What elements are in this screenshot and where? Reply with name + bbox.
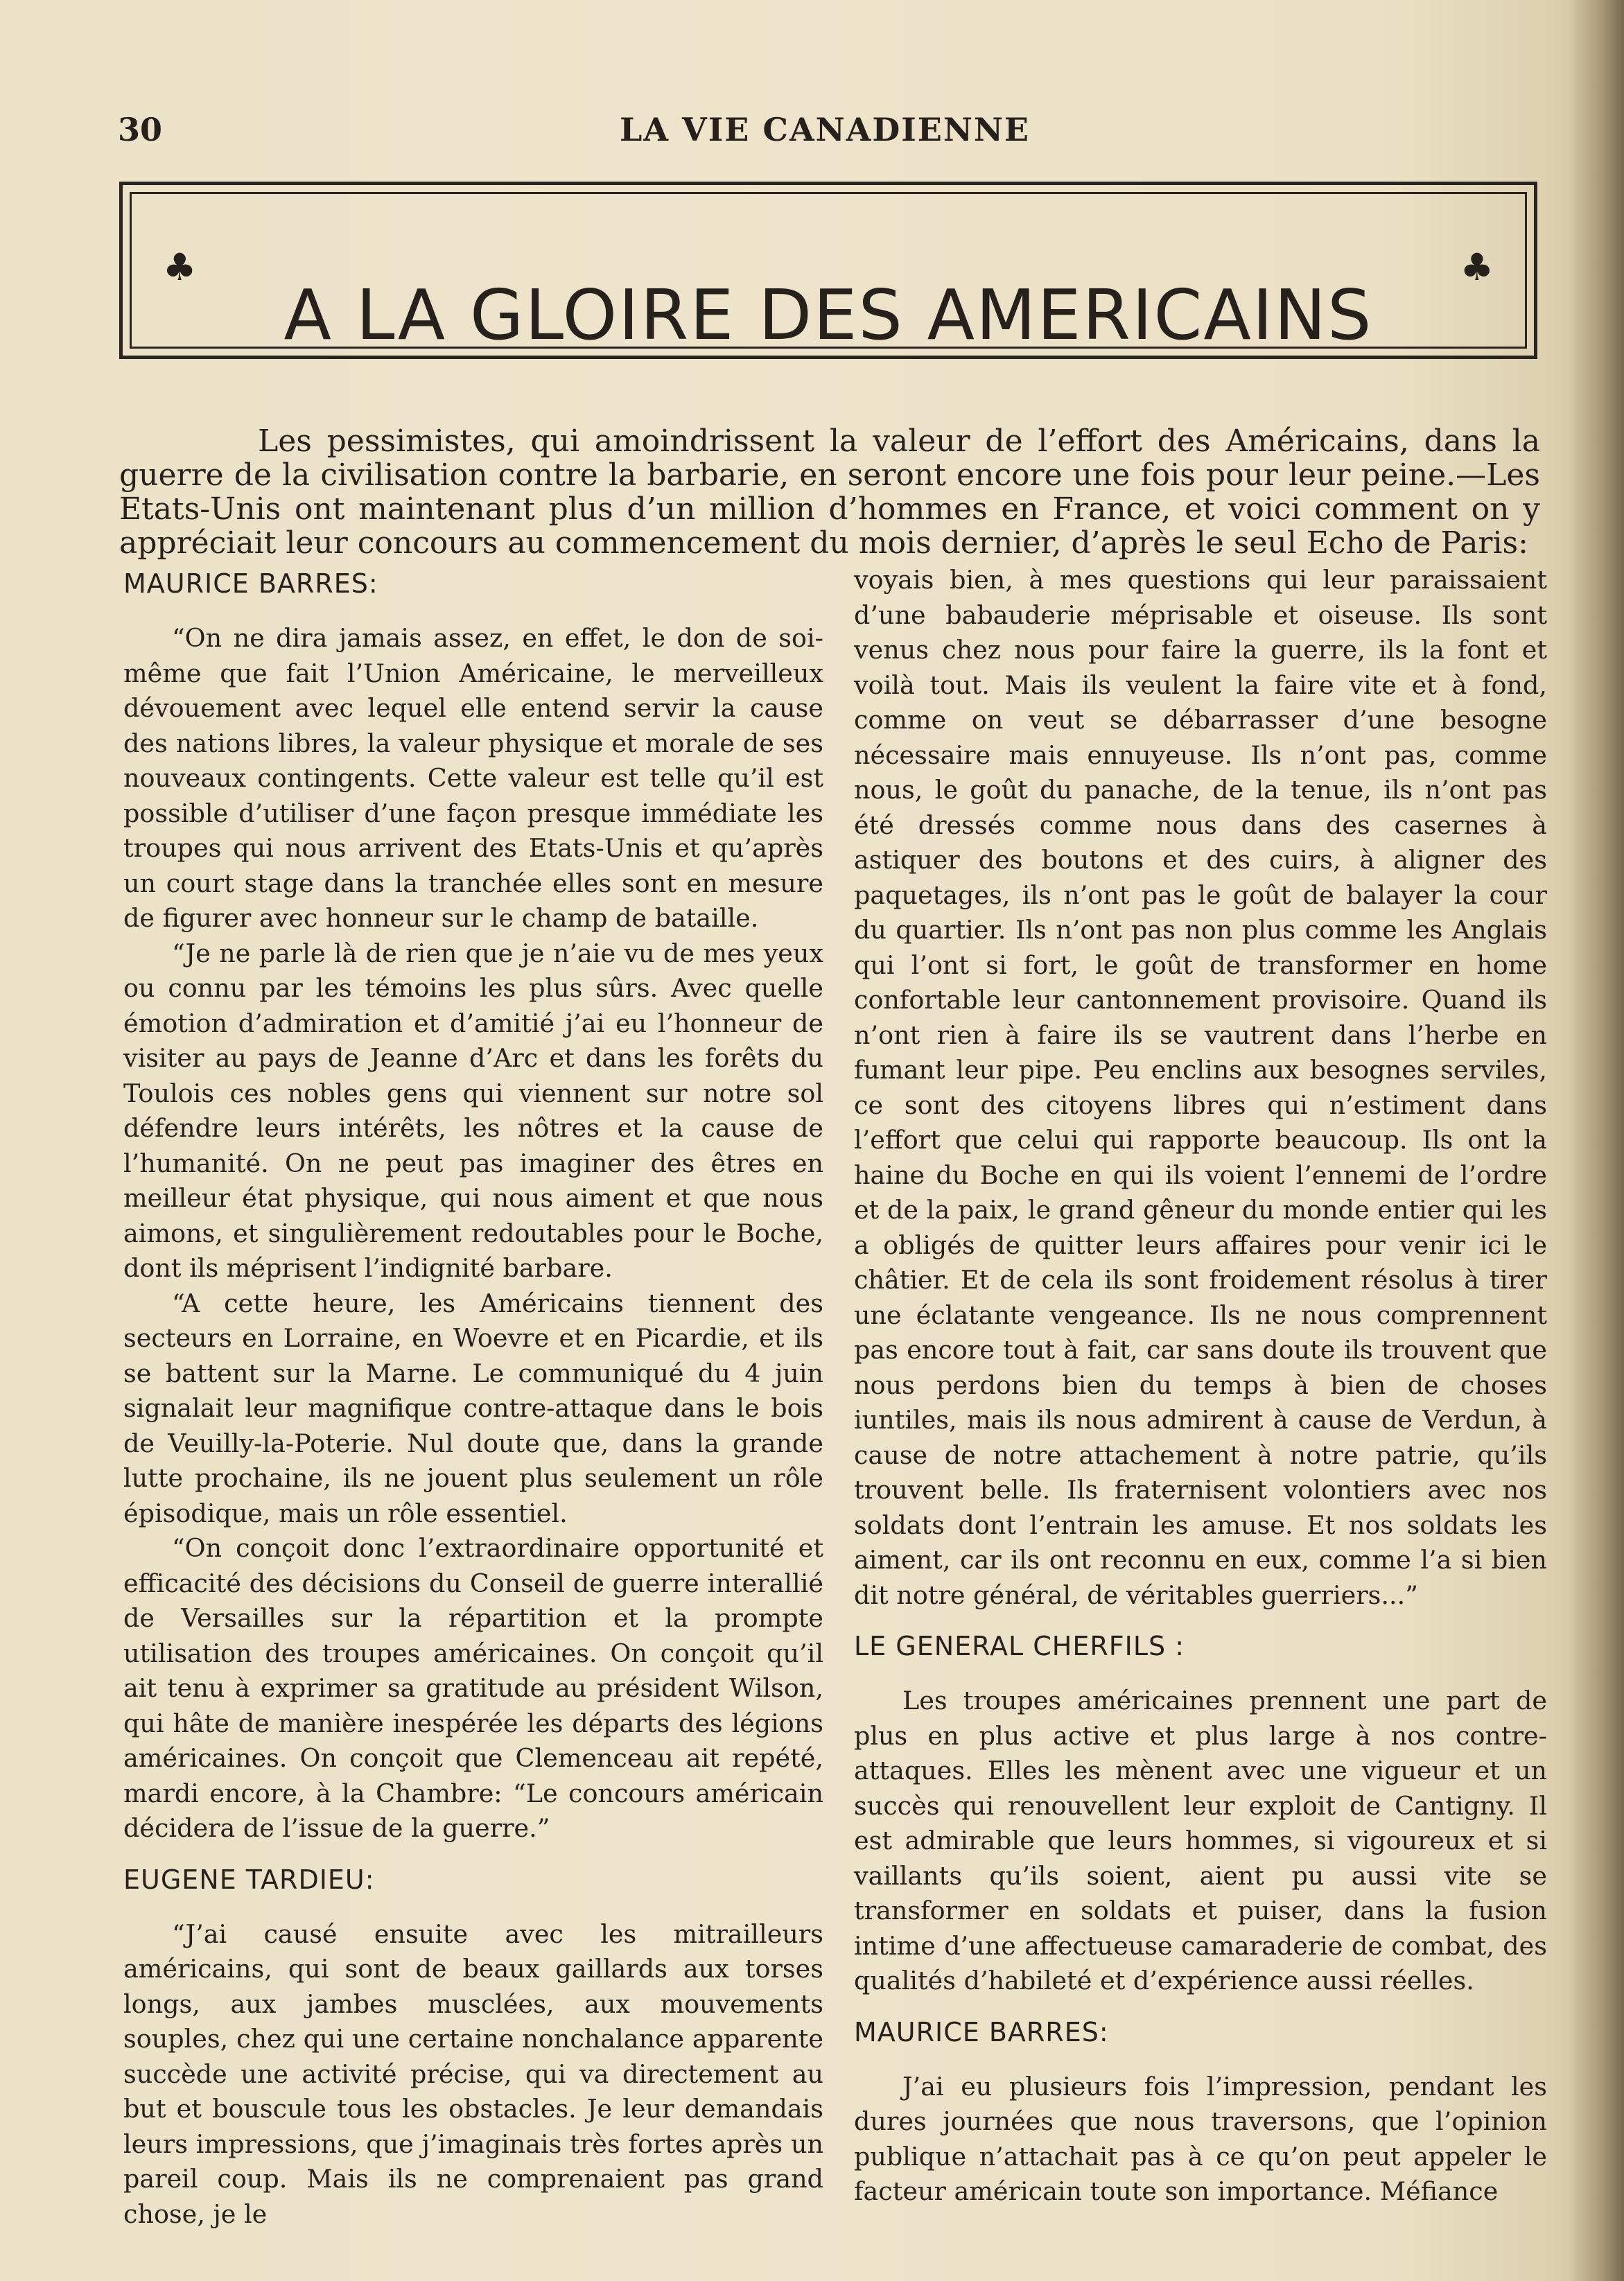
- barres-paragraph-1: “On ne dira jamais assez, en effet, le don de soi-même que fait l’Union Américaine, le merveilleux dévouement avec lequel elle entend servir la cause des nations libres, la valeur physique et morale de ses nouveaux contingents. Cette valeur est telle qu’il est possible d’utiliser d’une façon presque immédiate les troupes qui nous arrivent des Etats-Unis et qu’après un court stage dans la tranchée elles sont en mesure de figurer avec honneur sur le champ de bataille.: [123, 623, 823, 933]
- tardieu-paragraph-1: “J’ai causé ensuite avec les mitrailleurs américains, qui sont de beaux gaillards aux torses longs, aux jambes musclées, aux mouvements souples, chez qui une certaine nonchalance apparente succède une activité précise, qui va directement au but et bouscule tous les obstacles. Je leur demandais leurs impressions, que j’imaginais très fortes après un pareil coup. Mais ils ne comprenaient pas grand chose, je le: [123, 1919, 823, 2229]
- clover-ornament-icon: ♣: [163, 245, 197, 289]
- barres-paragraph-2: “Je ne parle là de rien que je n’aie vu de mes yeux ou connu par les témoins les plus sûrs. Avec quelle émotion d’admiration et d’amitié j’ai eu l’honneur de visiter au pays de Jeanne d’Arc et dans les forêts du Toulois ces nobles gens qui viennent sur notre sol défendre leurs intérêts, les nôtres et la cause de l’humanité. On ne peut pas imaginer des êtres en meilleur état physique, qui nous aiment et que nous aimons, et singulièrement redoutables pour le Boche, dont ils méprisent l’indignité barbare.: [123, 938, 823, 1283]
- title-frame: [119, 182, 1537, 359]
- running-head: [118, 111, 1532, 152]
- cherfils-paragraph-1: Les troupes américaines prennent une part de plus en plus active et plus large à nos contre-attaques. Elles les mènent avec une vigueur et un succès qui renouvellent leur exploit de Cantigny. Il est admirable que leurs hommes, si vigoureux et si vaillants qu’ils soient, aient pu aussi vite se transformer en soldats et puiser, dans la fusion intime d’une affectueuse camaraderie de combat, des qualités d’habileté et d’expérience aussi réelles.: [854, 1686, 1547, 1995]
- lead-paragraph: Les pessimistes, qui amoindrissent la valeur de l’effort des Américains, dans la guerre de la civilisation contre la barbarie, en seront encore une fois pour leur peine.—Les Etats-Unis ont maintenant plus d’un million d’hommes en France, et voici comment on y appréciait leur concours au commencement du mois dernier, d’après le seul Echo de Paris:: [119, 423, 1540, 561]
- page-number: 30: [118, 111, 163, 148]
- section-heading-tardieu: EUGENE TARDIEU:: [123, 1864, 375, 1895]
- binding-shadow: [1569, 0, 1624, 2281]
- section-heading-barres: MAURICE BARRES:: [123, 568, 378, 599]
- section-heading-barres-2: MAURICE BARRES:: [854, 2016, 1109, 2047]
- barres-2-paragraph-1: J’ai eu plusieurs fois l’impression, pendant les dures journées que nous traversons, que l’opinion publique n’attachait pas à ce qu’on peut appeler le facteur américain toute son importance. Méfiance: [854, 2071, 1547, 2206]
- section-heading-cherfils: LE GENERAL CHERFILS :: [854, 1631, 1185, 1661]
- barres-paragraph-3: “A cette heure, les Américains tiennent des secteurs en Lorraine, en Woevre et en Picardie, et ils se battent sur la Marne. Le communiqué du 4 juin signalait leur magnifique contre-attaque dans le bois de Veuilly-la-Poterie. Nul doute que, dans la grande lutte prochaine, ils ne jouent plus seulement un rôle épisodique, mais un rôle essentiel.: [123, 1288, 823, 1528]
- barres-paragraph-4: “On conçoit donc l’extraordinaire opportunité et efficacité des décisions du Conseil de guerre interallié de Versailles sur la répartition et la prompte utilisation des troupes américaines. On conçoit qu’il ait tenu à exprimer sa gratitude au président Wilson, qui hâte de manière inespérée les départs des légions américaines. On conçoit que Clemenceau ait repété, mardi encore, à la Chambre: “Le concours américain décidera de l’issue de la guerre.”: [123, 1533, 823, 1843]
- journal-title: LA VIE CANADIENNE: [620, 111, 1030, 148]
- tardieu-paragraph-continued: voyais bien, à mes questions qui leur paraissaient d’une babauderie méprisable et oiseuse. Ils sont venus chez nous pour faire la guerre, ils la font et voilà tout. Mais ils veulent la faire vite et à fond, comme on veut se débarrasser d’une besogne nécessaire mais ennuyeuse. Ils n’ont pas, comme nous, le goût du panache, de la tenue, ils n’ont pas été dressés comme nous dans des casernes à astiquer des boutons et des cuirs, à aligner des paquetages, ils n’ont pas le goût de balayer la cour du quartier. Ils n’ont pas non plus comme les Anglais qui l’ont si fort, le goût de transformer en home confortable leur cantonnement provisoire. Quand ils n’ont rien à faire ils se vautrent dans l’herbe en fumant leur pipe. Peu enclins aux besognes serviles, ce sont des citoyens libres qui n’estiment dans l’effort que celui qui rapporte beaucoup. Ils ont la haine du Boche en qui ils voient l’ennemi de l’ordre et de la paix, le grand gêneur du monde entier qui les a obligés de quitter leurs affaires pour venir ici le châtier. Et de cela ils sont froidement résolus à tirer une éclatante vengeance. Ils ne nous comprennent pas encore tout à fait, car sans doute ils trouvent que nous perdons bien du temps à bien de choses iuntiles, mais ils nous admirent à cause de Verdun, à cause de notre attachement à notre patrie, qu’ils trouvent belle. Ils fraternisent volontiers avec nos soldats dont l’entrain les amuse. Et nos soldats les aiment, car ils ont reconnu en eux, comme l’a si bien dit notre général, de véritables guerriers...”: [854, 565, 1547, 1610]
- article-title: A LA GLOIRE DES AMERICAINS: [283, 274, 1373, 356]
- clover-ornament-icon: ♣: [1460, 245, 1494, 289]
- left-column: [123, 563, 823, 2232]
- right-column: [854, 563, 1547, 2210]
